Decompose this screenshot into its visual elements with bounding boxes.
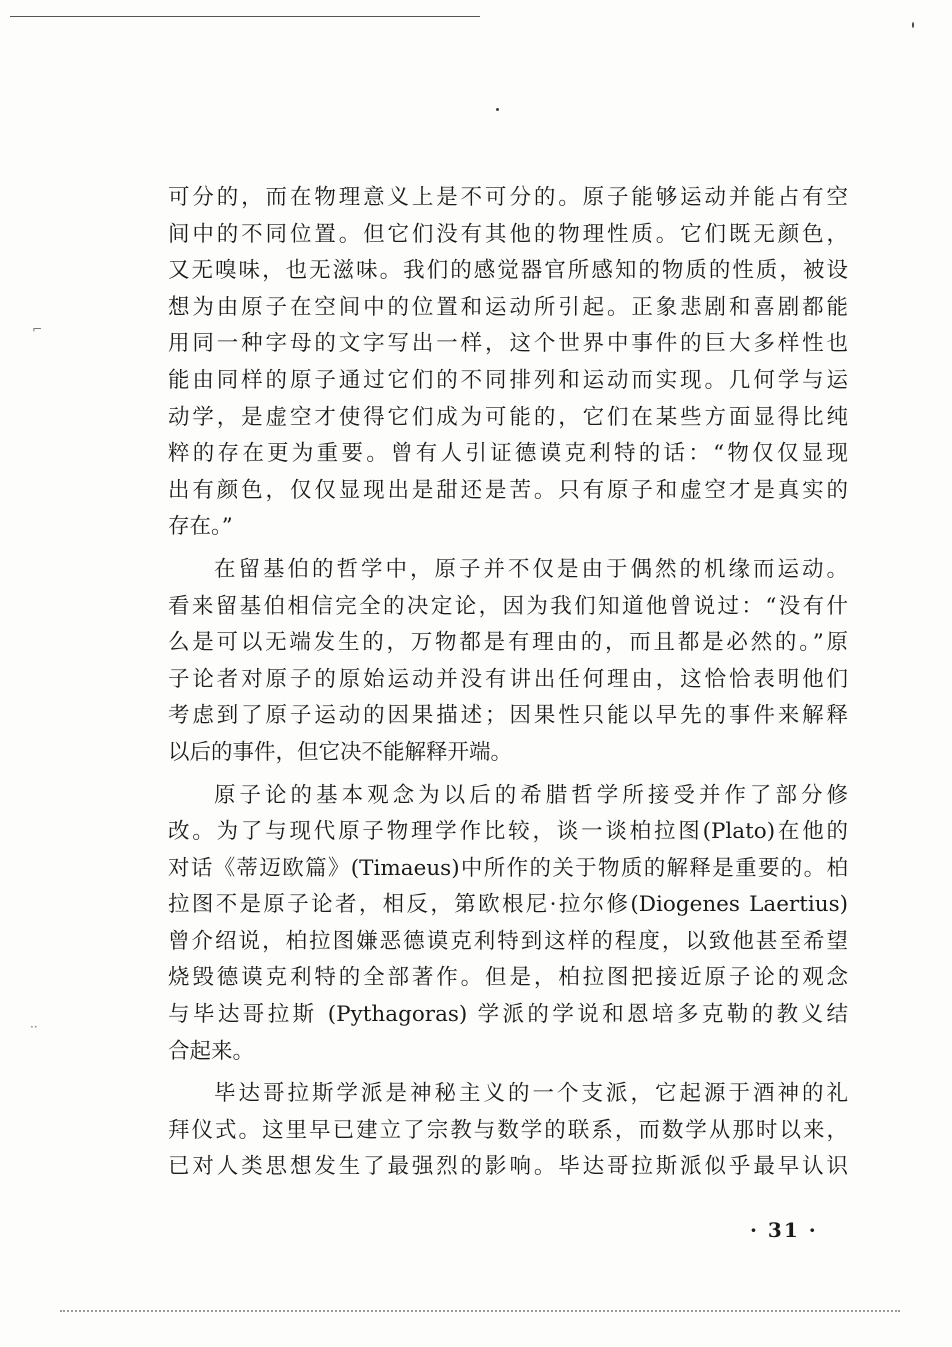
text-line: 么是可以无端发生的，万物都是有理由的，而且都是必然的。”原 <box>168 630 848 656</box>
page-number: · 31 · <box>750 1218 818 1242</box>
text-line: 存在。” <box>168 514 233 540</box>
text-line: 在留基伯的哲学中，原子并不仅是由于偶然的机缘而运动。 <box>214 556 848 582</box>
text-line: 出有颜色，仅仅显现出是甜还是苦。只有原子和虚空才是真实的 <box>168 477 848 503</box>
text-line: 曾介绍说，柏拉图嫌恶德谟克利特到这样的程度，以致他甚至希望 <box>168 928 848 954</box>
paragraph <box>168 552 848 772</box>
text-line: 对话《蒂迈欧篇》(Timaeus)中所作的关于物质的解释是重要的。柏 <box>168 855 848 881</box>
text-line: 考虑到了原子运动的因果描述；因果性只能以早先的事件来解释 <box>168 703 848 729</box>
scan-speck <box>496 108 499 111</box>
text-line: 毕达哥拉斯学派是神秘主义的一个支派，它起源于酒神的礼 <box>214 1081 848 1107</box>
paragraph <box>168 180 848 546</box>
text-line: 又无嗅味，也无滋味。我们的感觉器官所感知的物质的性质，被设 <box>168 258 848 284</box>
paragraph <box>168 778 848 1071</box>
text-line: 看来留基伯相信完全的决定论，因为我们知道他曾说过：“没有什 <box>168 593 848 619</box>
text-line: 子论者对原子的原始运动并没有讲出任何理由，这恰恰表明他们 <box>168 666 848 692</box>
body-text <box>168 180 848 1186</box>
scan-edge-artifact <box>60 1310 900 1312</box>
text-line: 合起来。 <box>168 1038 255 1064</box>
text-line: 拉图不是原子论者，相反，第欧根尼·拉尔修(Diogenes Laertius) <box>168 892 848 918</box>
top-rule <box>10 16 480 17</box>
text-line: 想为由原子在空间中的位置和运动所引起。正象悲剧和喜剧都能 <box>168 294 848 320</box>
margin-speck: ⌐ <box>32 322 43 336</box>
text-line: 原子论的基本观念为以后的希腊哲学所接受并作了部分修 <box>214 782 848 808</box>
margin-speck: ·· <box>30 1020 38 1034</box>
text-line: 间中的不同位置。但它们没有其他的物理性质。它们既无颜色， <box>168 221 848 247</box>
text-line: 可分的，而在物理意义上是不可分的。原子能够运动并能占有空 <box>168 185 848 210</box>
paragraph <box>168 1076 848 1186</box>
text-line: 粹的存在更为重要。曾有人引证德谟克利特的话：“物仅仅显现 <box>168 441 848 467</box>
text-line: 以后的事件，但它决不能解释开端。 <box>168 739 513 765</box>
text-line: 已对人类思想发生了最强烈的影响。毕达哥拉斯派似乎最早认识 <box>168 1154 848 1180</box>
text-line: 烧毁德谟克利特的全部著作。但是，柏拉图把接近原子论的观念 <box>168 965 848 991</box>
text-line: 能由同样的原子通过它们的不同排列和运动而实现。几何学与运 <box>168 367 848 393</box>
text-line: 改。为了与现代原子物理学作比较，谈一谈柏拉图(Plato)在他的 <box>168 819 848 845</box>
text-line: 动学，是虚空才使得它们成为可能的，它们在某些方面显得比纯 <box>168 404 848 430</box>
text-line: 拜仪式。这里早已建立了宗教与数学的联系，而数学从那时以来， <box>168 1117 848 1143</box>
scan-speck <box>912 22 914 28</box>
text-line: 用同一种字母的文字写出一样，这个世界中事件的巨大多样性也 <box>168 331 848 357</box>
text-line: 与毕达哥拉斯 (Pythagoras) 学派的学说和恩培多克勒的教义结 <box>168 1002 848 1028</box>
